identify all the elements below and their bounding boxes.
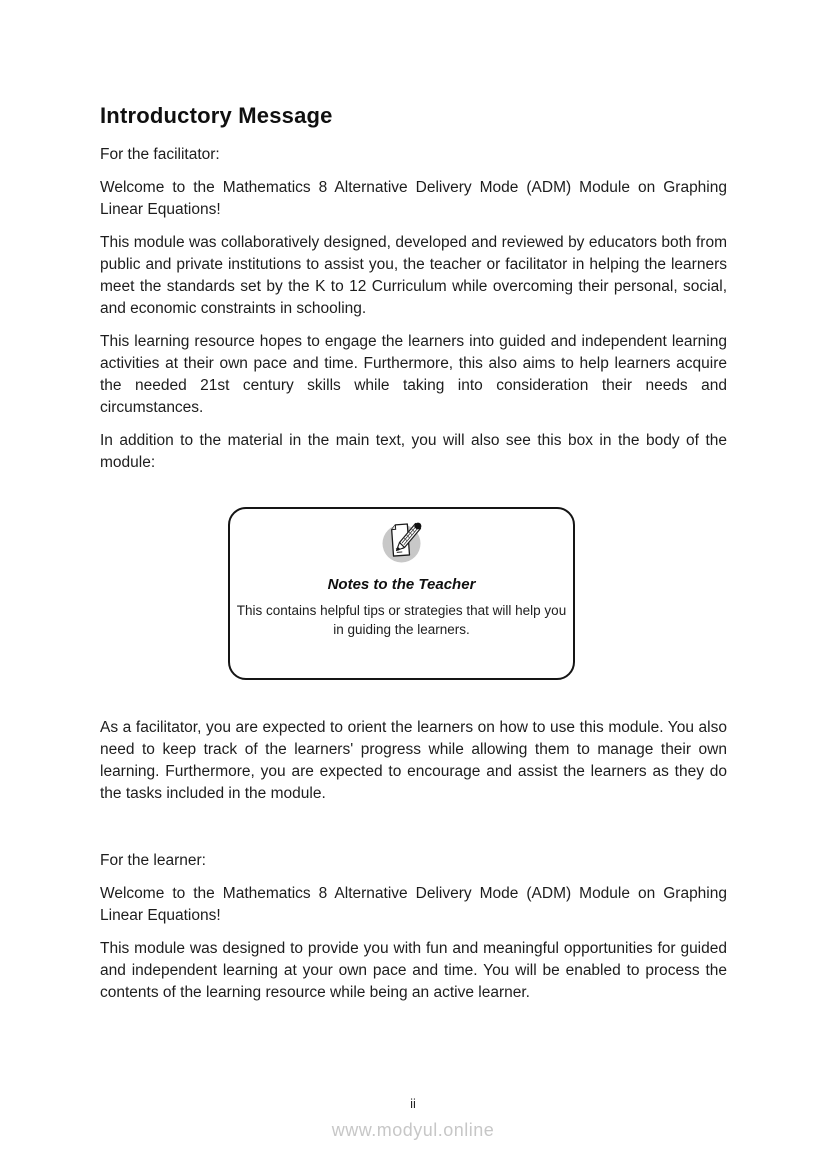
paragraph-welcome-learner: Welcome to the Mathematics 8 Alternative Delivery Mode (ADM) Module on Graphing Linear Equations!	[100, 885, 727, 924]
paragraph-learning-resource: This learning resource hopes to engage the learners into guided and independent learning activities at their own pace and time. Furthermore, this also aims to help learners acquire the needed 21st century skills while taking into consideration their needs and circumstances.	[100, 333, 727, 416]
paragraph-collaboratively-designed: This module was collaboratively designed, developed and reviewed by educators both from public and private institutions to assist you, the teacher or facilitator in helping the learners meet the standards set by the K to 12 Curriculum while overcoming their personal, social, and economic constraints in schooling.	[100, 234, 727, 317]
page-number: ii	[410, 1096, 416, 1111]
notes-box-title: Notes to the Teacher	[327, 576, 476, 593]
paragraph-welcome-facilitator: Welcome to the Mathematics 8 Alternative Delivery Mode (ADM) Module on Graphing Linear Equations!	[100, 179, 727, 218]
paragraph-module-designed: This module was designed to provide you with fun and meaningful opportunities for guided and independent learning at your own pace and time. You will be enabled to process the contents of the learning resource while being an active learner.	[100, 940, 727, 1001]
learner-label: For the learner:	[100, 852, 206, 869]
note-and-pencil-icon	[379, 517, 425, 564]
notes-to-teacher-box	[228, 507, 575, 680]
page-title: Introductory Message	[100, 103, 333, 128]
paragraph-in-addition: In addition to the material in the main text, you will also see this box in the body of the module:	[100, 432, 727, 471]
watermark-url: www.modyul.online	[331, 1120, 495, 1140]
facilitator-label: For the facilitator:	[100, 146, 220, 163]
notes-box-body: This contains helpful tips or strategies that will help you in guiding the learners.	[236, 603, 567, 637]
paragraph-as-a-facilitator: As a facilitator, you are expected to orient the learners on how to use this module. You also need to keep track of the learners' progress while allowing them to manage their own learning. Furthermore, you are expected to encourage and assist the learners as they do the tasks included in the module.	[100, 719, 727, 802]
